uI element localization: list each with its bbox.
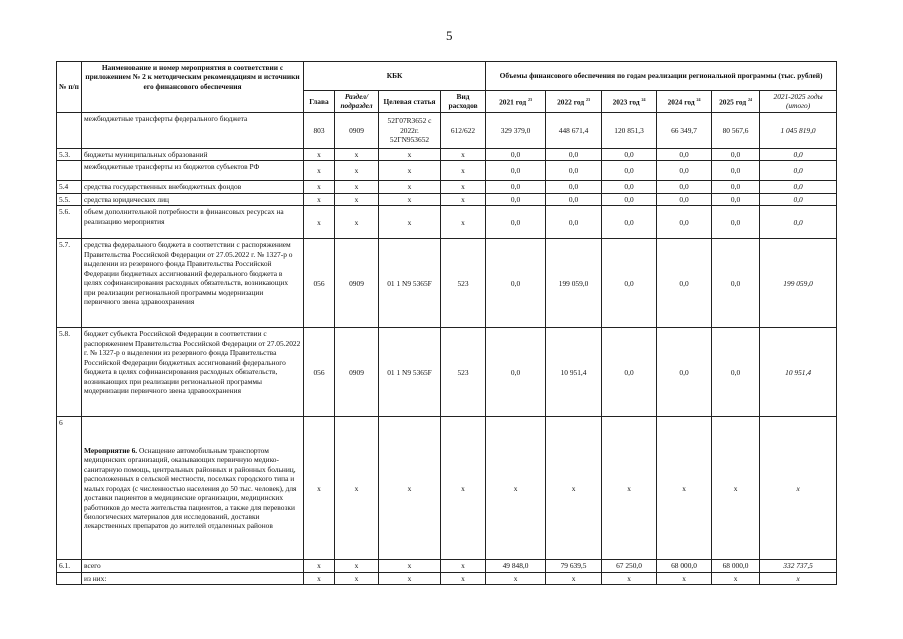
cell-vid: x xyxy=(441,148,486,160)
cell-year-value: 0,0 xyxy=(712,206,760,239)
cell-vid: x xyxy=(441,181,486,193)
header-total: 2021-2025 годы (итого) xyxy=(760,91,837,113)
header-volumes: Объемы финансового обеспечения по годам реализации региональной программы (тыс. рублей) xyxy=(486,62,837,91)
cell-total: x xyxy=(760,572,837,584)
row-number xyxy=(57,572,82,584)
row-number: 5.8. xyxy=(57,328,82,417)
row-name-text: бюджеты муниципальных образований xyxy=(84,149,208,159)
cell-year-value: 0,0 xyxy=(602,161,657,181)
row-number xyxy=(57,112,82,148)
row-name xyxy=(82,112,304,148)
cell-razdel: x xyxy=(335,181,379,193)
cell-glava: 056 xyxy=(304,239,335,328)
row-name xyxy=(82,206,304,239)
row-number: 5.4 xyxy=(57,181,82,193)
table-row xyxy=(57,148,837,160)
cell-statya: x xyxy=(379,181,441,193)
table-row xyxy=(57,560,837,572)
row-name-text: Оснащение автомобильным транспортом медицинских организаций, оказывающих первичную медико-санитарную помощь, центральных районных и районных больниц, расположенных в сельской местности, поселках городского типа и малых городах (с численностью населения до 50 тыс. человек), для доставки пациентов в медицинские организации, медицинских работников до места жительства пациентов, а также для перевозки биологических материалов для исследований, доставки лекарственных препаратов до жителей отдаленных районов xyxy=(84,445,297,531)
row-name-text: межбюджетные трансферты федерального бюджета xyxy=(84,113,248,123)
row-number: 6 xyxy=(57,417,82,560)
cell-total: 0,0 xyxy=(760,148,837,160)
cell-statya: 01 1 N9 5365F xyxy=(379,239,441,328)
row-name-text: объем дополнительной потребности в финансовых ресурсах на реализацию мероприятия xyxy=(84,207,284,226)
table-row xyxy=(57,193,837,205)
cell-year-value: 0,0 xyxy=(486,148,546,160)
page-number: 5 xyxy=(446,28,453,43)
header-statya: Целевая статья xyxy=(379,91,441,113)
row-number: 6.1. xyxy=(57,560,82,572)
row-number: 5.5. xyxy=(57,193,82,205)
row-name-text: межбюджетные трансферты из бюджетов субъектов РФ xyxy=(84,162,260,172)
cell-year-value: 0,0 xyxy=(657,193,712,205)
cell-year-value: 68 000,0 xyxy=(657,560,712,572)
cell-razdel: x xyxy=(335,417,379,560)
cell-total: 0,0 xyxy=(760,161,837,181)
cell-statya: 52Г07R3652 с 2022г. 52ГN953652 xyxy=(379,112,441,148)
cell-year-value: x xyxy=(602,417,657,560)
cell-glava: x xyxy=(304,560,335,572)
cell-statya: x xyxy=(379,417,441,560)
cell-year-value: 0,0 xyxy=(546,193,602,205)
row-name xyxy=(82,560,304,572)
cell-year-value: 0,0 xyxy=(602,206,657,239)
cell-statya: x xyxy=(379,148,441,160)
header-year-2023: 2023 год $^{24}$ xyxy=(602,91,657,113)
row-name xyxy=(82,239,304,328)
table-row xyxy=(57,239,837,328)
cell-year-value: x xyxy=(657,417,712,560)
cell-glava: 056 xyxy=(304,328,335,417)
cell-statya: x xyxy=(379,193,441,205)
row-name-text: средства юридических лиц xyxy=(84,194,169,204)
cell-year-value: 0,0 xyxy=(486,206,546,239)
cell-year-value: 0,0 xyxy=(486,328,546,417)
cell-total: 199 059,0 xyxy=(760,239,837,328)
cell-year-value: 0,0 xyxy=(546,161,602,181)
header-vid: Вид расходов xyxy=(441,91,486,113)
cell-vid: x xyxy=(441,560,486,572)
cell-total: 0,0 xyxy=(760,193,837,205)
row-name-text: средства государственных внебюджетных фондов xyxy=(84,182,242,192)
cell-total: 0,0 xyxy=(760,181,837,193)
cell-year-value: 0,0 xyxy=(657,181,712,193)
cell-razdel: x xyxy=(335,206,379,239)
cell-vid: x xyxy=(441,417,486,560)
cell-year-value: 80 567,6 xyxy=(712,112,760,148)
cell-vid: x xyxy=(441,161,486,181)
cell-year-value: 0,0 xyxy=(657,239,712,328)
cell-vid: 523 xyxy=(441,328,486,417)
cell-glava: x xyxy=(304,572,335,584)
cell-year-value: 0,0 xyxy=(602,328,657,417)
cell-year-value: 0,0 xyxy=(712,161,760,181)
cell-vid: x xyxy=(441,572,486,584)
cell-total: x xyxy=(760,417,837,560)
cell-statya: x xyxy=(379,560,441,572)
cell-year-value: x xyxy=(546,572,602,584)
cell-year-value: 329 379,0 xyxy=(486,112,546,148)
cell-year-value: 448 671,4 xyxy=(546,112,602,148)
header-year-2022: 2022 год $^{23}$ xyxy=(546,91,602,113)
cell-year-value: x xyxy=(602,572,657,584)
cell-razdel: 0909 xyxy=(335,328,379,417)
cell-year-value: 0,0 xyxy=(486,239,546,328)
cell-glava: x xyxy=(304,206,335,239)
header-kbk: КБК xyxy=(304,62,486,91)
table-row xyxy=(57,161,837,181)
cell-year-value: 0,0 xyxy=(486,193,546,205)
row-name xyxy=(82,417,304,560)
row-number xyxy=(57,161,82,181)
cell-glava: x xyxy=(304,193,335,205)
cell-razdel: x xyxy=(335,560,379,572)
header-year-2024: 2024 год $^{24}$ xyxy=(657,91,712,113)
cell-year-value: 0,0 xyxy=(602,193,657,205)
cell-year-value: 0,0 xyxy=(546,206,602,239)
cell-year-value: 0,0 xyxy=(657,328,712,417)
cell-year-value: 0,0 xyxy=(602,181,657,193)
cell-year-value: x xyxy=(712,572,760,584)
row-name xyxy=(82,328,304,417)
header-glava: Глава xyxy=(304,91,335,113)
table-row xyxy=(57,328,837,417)
cell-glava: x xyxy=(304,181,335,193)
row-name xyxy=(82,161,304,181)
cell-year-value: 120 851,3 xyxy=(602,112,657,148)
cell-year-value: 79 639,5 xyxy=(546,560,602,572)
header-num: № п/п xyxy=(57,62,82,113)
row-name-text: всего xyxy=(84,561,101,571)
cell-year-value: 0,0 xyxy=(546,148,602,160)
cell-statya: x xyxy=(379,206,441,239)
cell-year-value: 49 848,0 xyxy=(486,560,546,572)
cell-year-value: 0,0 xyxy=(486,161,546,181)
cell-year-value: 10 951,4 xyxy=(546,328,602,417)
table-row xyxy=(57,417,837,560)
header-year-2025: 2025 год $^{24}$ xyxy=(712,91,760,113)
cell-razdel: x xyxy=(335,193,379,205)
cell-razdel: 0909 xyxy=(335,112,379,148)
cell-glava: x xyxy=(304,161,335,181)
cell-vid: x xyxy=(441,193,486,205)
row-name xyxy=(82,148,304,160)
cell-year-value: 66 349,7 xyxy=(657,112,712,148)
header-name: Наименование и номер мероприятия в соответствии с приложением № 2 к методическим рекомендациям и источники его финансового обеспечения xyxy=(82,62,304,113)
cell-glava: 803 xyxy=(304,112,335,148)
cell-razdel: x xyxy=(335,148,379,160)
cell-vid: x xyxy=(441,206,486,239)
cell-total: 10 951,4 xyxy=(760,328,837,417)
cell-year-value: 0,0 xyxy=(712,148,760,160)
cell-year-value: x xyxy=(486,572,546,584)
cell-year-value: 0,0 xyxy=(486,181,546,193)
cell-year-value: 0,0 xyxy=(657,148,712,160)
row-name xyxy=(82,572,304,584)
cell-year-value: x xyxy=(657,572,712,584)
table-row xyxy=(57,206,837,239)
cell-statya: x xyxy=(379,572,441,584)
financing-table xyxy=(56,61,837,585)
measure-title: Мероприятие 6. xyxy=(84,445,138,455)
cell-year-value: 0,0 xyxy=(712,193,760,205)
cell-total: 0,0 xyxy=(760,206,837,239)
cell-year-value: 0,0 xyxy=(657,161,712,181)
row-name xyxy=(82,193,304,205)
cell-year-value: x xyxy=(486,417,546,560)
cell-statya: 01 1 N9 5365F xyxy=(379,328,441,417)
table-row xyxy=(57,112,837,148)
cell-statya: x xyxy=(379,161,441,181)
row-number: 5.3. xyxy=(57,148,82,160)
cell-total: 332 737,5 xyxy=(760,560,837,572)
cell-year-value: 0,0 xyxy=(602,148,657,160)
row-number: 5.6. xyxy=(57,206,82,239)
cell-glava: x xyxy=(304,148,335,160)
table-row xyxy=(57,181,837,193)
cell-year-value: 0,0 xyxy=(602,239,657,328)
cell-razdel: x xyxy=(335,572,379,584)
cell-year-value: 0,0 xyxy=(712,239,760,328)
row-name xyxy=(82,181,304,193)
cell-year-value: 199 059,0 xyxy=(546,239,602,328)
cell-year-value: 67 250,0 xyxy=(602,560,657,572)
table-row xyxy=(57,572,837,584)
cell-glava: x xyxy=(304,417,335,560)
cell-year-value: 0,0 xyxy=(712,181,760,193)
row-number: 5.7. xyxy=(57,239,82,328)
cell-year-value: 0,0 xyxy=(712,328,760,417)
cell-year-value: 68 000,0 xyxy=(712,560,760,572)
cell-year-value: 0,0 xyxy=(546,181,602,193)
cell-razdel: x xyxy=(335,161,379,181)
cell-year-value: 0,0 xyxy=(657,206,712,239)
cell-razdel: 0909 xyxy=(335,239,379,328)
row-name-text: средства федерального бюджета в соответствии с распоряжением Правительства Российской Федерации от 27.05.2022 г. № 1327-р о выделении из резервного фонда Правительства Российской Федерации бюджетных ассигнований федерального бюджета в целях софинансирования расходных обязательств, возникающих при реализации региональной программы модернизации первичного звена здравоохранения xyxy=(84,240,293,307)
cell-vid: 523 xyxy=(441,239,486,328)
row-name-text: из них: xyxy=(84,573,107,583)
header-razdel: Раздел/ подраздел xyxy=(335,91,379,113)
row-name-text: бюджет субъекта Российской Федерации в соответствии с распоряжением Правительства Российской Федерации от 27.05.2022 г. № 1327-р о выделении из резервного фонда Правительства Российской Федерации бюджетных ассигнований федерального бюджета в целях софинансирования расходных обязательств, возникающих при реализации региональной программы модернизации первичного звена здравоохранения xyxy=(84,329,301,396)
cell-total: 1 045 819,0 xyxy=(760,112,837,148)
cell-year-value: x xyxy=(712,417,760,560)
cell-year-value: x xyxy=(546,417,602,560)
header-year-2021: 2021 год $^{23}$ xyxy=(486,91,546,113)
cell-vid: 612/622 xyxy=(441,112,486,148)
